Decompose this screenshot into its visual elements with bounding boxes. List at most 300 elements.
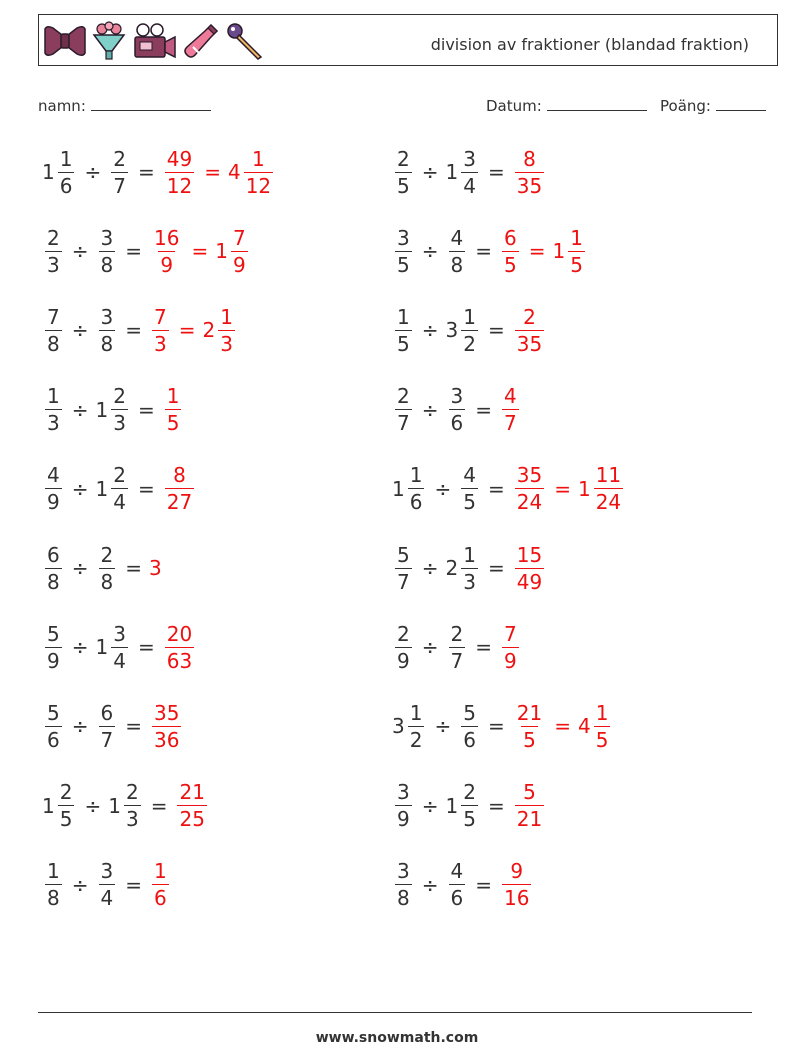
numerator: 3 [397,225,410,250]
denominator: 6 [450,411,464,436]
divisor [446,621,469,673]
whole-number: 4 [577,714,591,739]
denominator: 6 [47,727,60,752]
fraction [594,700,611,752]
fraction [515,146,544,198]
denominator: 9 [397,648,410,673]
numerator: 8 [523,146,536,171]
denominator: 3 [113,411,126,436]
problem-item [392,300,547,360]
fraction [99,225,116,277]
answer-fraction [162,621,197,673]
answer [149,859,172,911]
denominator: 35 [516,331,543,356]
score-blank[interactable] [716,96,766,111]
header-icons [43,21,265,61]
numerator: 2 [463,780,476,805]
denominator: 49 [516,569,543,594]
numerator: 5 [397,542,410,567]
problem-item [392,380,522,440]
equals-sign: = [475,635,492,660]
denominator: 5 [595,727,609,752]
denominator: 8 [450,252,464,277]
fraction [515,700,544,752]
numerator: 2 [450,621,464,646]
answer [512,146,547,198]
denominator: 9 [47,490,60,515]
denominator: 7 [113,173,126,198]
equals-sign: = [125,239,142,264]
divide-sign: ÷ [421,160,439,184]
name-blank[interactable] [91,96,211,111]
denominator: 3 [220,331,233,356]
numerator: 3 [100,859,114,884]
equals-sign: = [487,318,505,343]
fraction [568,225,585,277]
divide-sign: ÷ [434,476,452,501]
divisor [445,304,481,356]
fraction [45,225,62,277]
equals-sign: = [178,318,196,343]
denominator: 2 [463,331,476,356]
denominator: 4 [113,648,126,673]
dividend [42,384,65,436]
footer-url: www.snowmath.com [315,1030,479,1046]
equals-sign: = [137,635,155,660]
answer [149,225,251,277]
date-blank[interactable] [547,96,647,111]
dividend [42,463,65,515]
fraction [165,621,194,673]
answer-fraction [149,304,172,356]
numerator: 1 [463,304,476,329]
fraction [502,859,531,911]
denominator: 6 [450,886,464,911]
numerator: 3 [397,780,410,805]
divisor [445,542,481,594]
whole-number: 1 [215,239,228,264]
divisor [96,700,119,752]
problem-item [392,855,534,915]
denominator: 7 [397,569,410,594]
numerator: 4 [450,859,464,884]
numerator: 4 [450,225,464,250]
denominator: 25 [179,807,205,832]
numerator: 1 [252,146,265,171]
denominator: 5 [166,411,180,436]
problem-item [42,855,172,915]
whole-number: 1 [42,160,55,184]
answer [499,384,522,436]
fraction [45,859,62,911]
answer-fraction [512,304,547,356]
fraction [461,304,478,356]
numerator: 11 [595,463,622,488]
fraction [395,859,412,911]
answer-fraction [512,146,547,198]
numerator: 1 [463,542,476,567]
film-camera-icon [131,21,177,61]
equals-sign: = [125,318,142,343]
divide-sign: ÷ [71,476,89,501]
numerator: 8 [173,463,186,488]
whole-number: 2 [202,318,216,343]
numerator: 3 [450,384,464,409]
answer-fraction [174,780,209,832]
fraction [45,384,62,436]
problem-item [392,538,547,598]
divide-sign: ÷ [421,318,439,343]
problem-item [392,221,588,281]
denominator: 4 [463,173,476,198]
divisor [458,463,481,515]
numerator: 49 [166,146,193,171]
dividend [392,621,415,673]
equals-sign: = [137,397,155,422]
equals-sign: = [528,239,546,264]
numerator: 5 [523,780,536,805]
date-field[interactable] [486,96,647,115]
denominator: 9 [160,252,174,277]
answer-mixed-number [552,225,588,277]
denominator: 9 [504,648,517,673]
champagne-bottle-icon [181,21,221,61]
answer [149,700,184,752]
whole-number: 4 [227,160,241,184]
numerator: 3 [463,146,476,171]
numerator: 2 [397,384,410,409]
answer-mixed-number [202,304,238,356]
denominator: 7 [450,648,464,673]
equals-sign: = [554,714,571,739]
answer-mixed-number [215,225,250,277]
numerator: 1 [409,463,423,488]
equals-sign: = [487,556,505,580]
denominator: 12 [166,173,193,198]
numerator: 15 [516,542,543,567]
numerator: 3 [113,621,126,646]
dividend [392,859,415,911]
fraction [165,384,182,436]
dividend [42,542,65,594]
fraction [45,542,62,594]
equals-sign: = [125,556,142,580]
numerator: 2 [397,621,410,646]
fraction [45,463,62,515]
equals-sign: = [554,476,571,501]
fraction [594,463,623,515]
numerator: 1 [59,146,73,171]
problem-item [392,696,613,756]
whole-number: 1 [552,239,566,264]
denominator: 8 [47,569,60,594]
divide-sign: ÷ [71,397,89,422]
fraction [152,225,181,277]
numerator: 21 [516,700,543,725]
fraction [45,700,62,752]
problem-item [42,617,197,677]
answer [499,225,588,277]
score-field[interactable] [660,96,766,115]
equals-sign: = [150,793,168,818]
denominator: 3 [154,331,167,356]
fraction [231,225,248,277]
divisor [95,621,131,673]
date-label: Datum: [486,97,542,115]
answer-fraction [162,146,197,198]
denominator: 16 [504,886,530,911]
denominator: 5 [463,490,476,515]
equals-sign: = [204,160,221,184]
fraction [218,304,235,356]
denominator: 21 [516,807,543,832]
denominator: 7 [397,411,410,436]
answer [162,384,185,436]
divide-sign: ÷ [71,556,89,580]
dividend [392,780,415,832]
equals-sign: = [125,714,142,739]
answer [512,780,547,832]
answer [512,304,547,356]
denominator: 3 [125,807,139,832]
fraction [502,384,519,436]
fraction [395,384,412,436]
divide-sign: ÷ [71,872,89,897]
fraction [395,146,412,198]
answer [162,463,197,515]
answer-fraction [149,225,184,277]
whole-number: 1 [95,635,109,660]
problem-item [42,459,197,519]
divisor [96,859,119,911]
equals-sign: = [475,239,492,264]
denominator: 6 [409,490,423,515]
whole-number: 1 [577,476,591,501]
answer-fraction [499,225,522,277]
fraction [515,463,544,515]
answer-fraction [499,859,534,911]
denominator: 8 [100,331,114,356]
numerator: 1 [154,859,167,884]
fraction [395,780,412,832]
denominator: 63 [166,648,193,673]
dividend [392,225,415,277]
numerator: 4 [504,384,517,409]
problem-item [42,300,238,360]
fraction [152,304,169,356]
numerator: 2 [100,542,114,567]
fraction [449,621,466,673]
answer-mixed-number [577,700,613,752]
numerator: 2 [397,146,410,171]
denominator: 3 [47,252,60,277]
divide-sign: ÷ [71,318,89,343]
answer-fraction [512,700,547,752]
whole-number: 1 [95,397,109,422]
numerator: 3 [397,859,410,884]
equals-sign: = [125,872,142,897]
whole-number: 3 [392,714,405,739]
denominator: 27 [166,490,193,515]
denominator: 9 [232,252,246,277]
answer-fraction [149,700,184,752]
fraction [408,700,425,752]
bow-tie-icon [43,21,87,61]
divisor [108,146,131,198]
answer-mixed-number [227,146,276,198]
divisor [96,304,119,356]
numerator: 7 [232,225,246,250]
answer [174,780,209,832]
divisor [108,780,143,832]
numerator: 7 [504,621,517,646]
fraction [111,621,128,673]
dividend [392,384,415,436]
denominator: 35 [516,173,543,198]
divisor [446,859,469,911]
numerator: 3 [100,225,114,250]
footer-divider [38,1012,752,1013]
denominator: 7 [100,727,114,752]
divide-sign: ÷ [421,793,439,818]
numerator: 1 [397,304,410,329]
fraction [177,780,206,832]
fraction [395,225,412,277]
fraction [449,859,466,911]
problem-item [42,221,251,281]
problem-item [42,538,162,598]
fraction [515,780,544,832]
dividend [42,700,65,752]
divisor [95,384,131,436]
divide-sign: ÷ [84,160,102,184]
numerator: 16 [154,225,180,250]
worksheet-header [38,14,778,66]
divisor [458,700,481,752]
whole-number: 1 [108,793,121,818]
equals-sign: = [137,476,155,501]
name-field[interactable] [38,96,211,115]
numerator: 4 [47,463,60,488]
numerator: 2 [125,780,139,805]
whole-number: 1 [95,476,109,501]
divisor [445,146,481,198]
whole-number: 1 [42,793,55,818]
numerator: 7 [47,304,60,329]
denominator: 8 [100,569,114,594]
answer-fraction [149,556,162,580]
fraction [502,621,519,673]
numerator: 3 [100,304,114,329]
numerator: 5 [463,700,476,725]
denominator: 6 [59,173,73,198]
dividend [42,304,65,356]
fraction [461,700,478,752]
denominator: 4 [113,490,126,515]
name-label: namn: [38,97,86,115]
numerator: 1 [409,700,423,725]
whole-number: 2 [445,556,459,580]
denominator: 36 [154,727,180,752]
fraction [461,542,478,594]
denominator: 8 [397,886,410,911]
dividend [392,146,415,198]
denominator: 6 [463,727,476,752]
answer-fraction [499,621,522,673]
fraction [99,542,116,594]
equals-sign: = [137,160,155,184]
problem-item [42,696,184,756]
problem-item [392,617,522,677]
equals-sign: = [475,397,492,422]
fraction [111,146,128,198]
divide-sign: ÷ [71,239,89,264]
divide-sign: ÷ [84,793,102,818]
divide-sign: ÷ [421,872,439,897]
numerator: 20 [166,621,193,646]
divisor [446,225,469,277]
numerator: 9 [510,859,524,884]
problem-item [42,776,210,836]
dividend [392,304,415,356]
fraction [244,146,273,198]
answer-fraction [512,780,547,832]
dividend [42,780,77,832]
whole-number: 1 [445,160,459,184]
equals-sign: = [475,872,492,897]
divisor [446,384,469,436]
answer [149,556,162,580]
answer-mixed-number [577,463,626,515]
fraction [395,304,412,356]
numerator: 6 [100,700,114,725]
answer-fraction [149,859,172,911]
numerator: 2 [47,225,60,250]
fraction [45,621,62,673]
denominator: 9 [397,807,410,832]
whole-number: 3 [445,318,459,343]
equals-sign: = [487,793,505,818]
divisor [96,225,119,277]
numerator: 1 [166,384,180,409]
numerator: 1 [595,700,609,725]
denominator: 3 [463,569,476,594]
denominator: 12 [245,173,272,198]
answer-fraction [499,384,522,436]
denominator: 5 [397,331,410,356]
denominator: 2 [409,727,423,752]
denominator: 8 [47,886,60,911]
divide-sign: ÷ [421,397,439,422]
dividend [42,225,65,277]
numerator: 5 [47,621,60,646]
fraction [124,780,141,832]
answer [512,463,626,515]
fraction [408,463,425,515]
fraction [45,304,62,356]
denominator: 24 [595,490,622,515]
denominator: 9 [47,648,60,673]
numerator: 21 [179,780,205,805]
divide-sign: ÷ [421,556,439,580]
denominator: 7 [504,411,517,436]
worksheet-title: division av fraktioner (blandad fraktion) [430,35,749,54]
denominator: 5 [397,173,410,198]
answer [162,621,197,673]
fraction [449,384,466,436]
divide-sign: ÷ [421,635,439,660]
fraction [99,859,116,911]
